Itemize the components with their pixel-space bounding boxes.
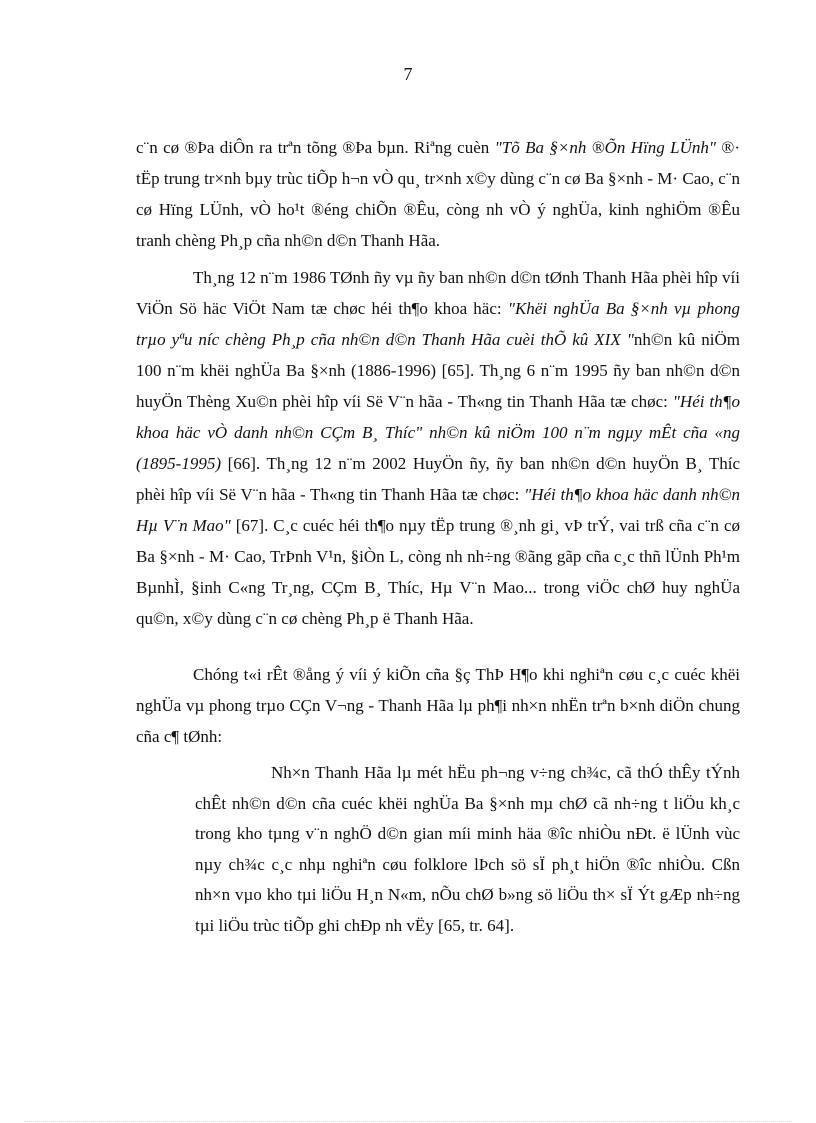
conference-title-1: "Khëi nghÜa Ba §×nh vµ phong trµo yªu níc chèng Ph¸p cña nh©n d©n Thanh Hãa cuèi thÕ kû XIX " — [136, 299, 740, 349]
paragraph-1 — [136, 132, 740, 256]
paragraph-1-text-c: ®· tËp trung tr×nh bµy trùc tiÕp h¬n vÒ qu¸ tr×nh x©y dùng c¨n cø Ba §×nh - M· Cao, c¨n cø Hïng LÜnh, vÒ ho¹t ®éng chiÕn ®Êu, còng nh vÒ ý nghÜa, kinh nghiÖm ®Êu tranh chèng Ph¸p cña nh©n d©n Thanh Hãa. — [136, 138, 741, 250]
conference-title-2: "Héi th¶o khoa häc vÒ danh nh©n CÇm B¸ Thíc" nh©n kû niÖm 100 n¨m ngµy mÊt cña «ng (1895-1995) — [136, 392, 740, 473]
page-bottom-rule — [24, 1121, 792, 1122]
paragraph-2 — [136, 262, 740, 634]
paragraph-2-text-c: nh©n kû niÖm 100 n¨m khëi nghÜa Ba §×nh (1886-1996) [65]. Th¸ng 6 n¨m 1995 ñy ban nh©n d©n huyÖn Thèng Xu©n phèi hîp víi Së V¨n hãa - Th«ng tin Thanh Hãa tæ chøc: — [136, 330, 741, 411]
conference-title-3: "Héi th¶o khoa häc danh nh©n Hµ V¨n Mao" — [136, 485, 740, 535]
block-quote: Nh×n Thanh Hãa lµ mét hËu ph¬ng v÷ng ch¾c, cã thÓ thÊy tÝnh chÊt nh©n d©n cña cuéc khëi nghÜa Ba §×nh mµ chØ cã nh÷ng t liÖu kh¸c trong kho tµng v¨n nghÖ d©n gian míi minh häa ®îc nhiÒu nÐt. ë lÜnh vùc nµy ch¾c c¸c nhµ nghiªn cøu folklore lÞch sö sÏ ph¸t hiÖn ®îc nhiÒu. Cßn nh×n vµo kho tµi liÖu H¸n N«m, nÕu chØ b»ng sö liÖu th× sÏ Ýt gÆp nh÷ng tµi liÖu trùc tiÕp ghi chÐp nh vËy [65, tr. 64]. — [195, 763, 740, 935]
paragraph-2-text-g: [67]. C¸c cuéc héi th¶o nµy tËp trung ®¸nh gi¸ vÞ trÝ, vai trß cña c¨n cø Ba §×nh - M· Cao, TrÞnh V¹n, §iÒn L, còng nh nh÷ng ®ãng gãp cña c¸c thñ lÜnh Ph¹m BµnhÌ, §inh C«ng Tr¸ng, CÇm B¸ Thíc, Hµ V¨n Mao... trong viÖc chØ huy nghÜa qu©n, x©y dùng c¨n cø chèng Ph¸p ë Thanh Hãa. — [136, 516, 741, 628]
paragraph-1-text-a: c¨n cø ®Þa diÔn ra trªn tõng ®Þa bµn. Riªng cuèn — [136, 138, 495, 157]
paragraph-3: Chóng t«i rÊt ®ång ý víi ý kiÕn cña §ç ThÞ H¶o khi nghiªn cøu c¸c cuéc khëi nghÜa vµ phong trµo CÇn V¬ng - Thanh Hãa lµ ph¶i nh×n nhËn trªn b×nh diÖn chung cña c¶ tØnh: — [136, 665, 740, 746]
paragraph-2-text-a: Th¸ng 12 n¨m 1986 TØnh ñy vµ ñy ban nh©n d©n tØnh Thanh Hãa phèi hîp víi ViÖn Sö häc ViÖt Nam tæ chøc héi th¶o khoa häc: — [136, 268, 740, 318]
book-title-italic: "Tõ Ba §×nh ®Õn Hïng LÜnh" — [494, 138, 717, 157]
paragraph-2-text-e: [66]. Th¸ng 12 n¨m 2002 HuyÖn ñy, ñy ban nh©n d©n huyÖn B¸ Thíc phèi hîp víi Së V¨n hãa - Th«ng tin Thanh Hãa tæ chøc: — [136, 454, 740, 504]
page-number: 7 — [403, 64, 413, 84]
